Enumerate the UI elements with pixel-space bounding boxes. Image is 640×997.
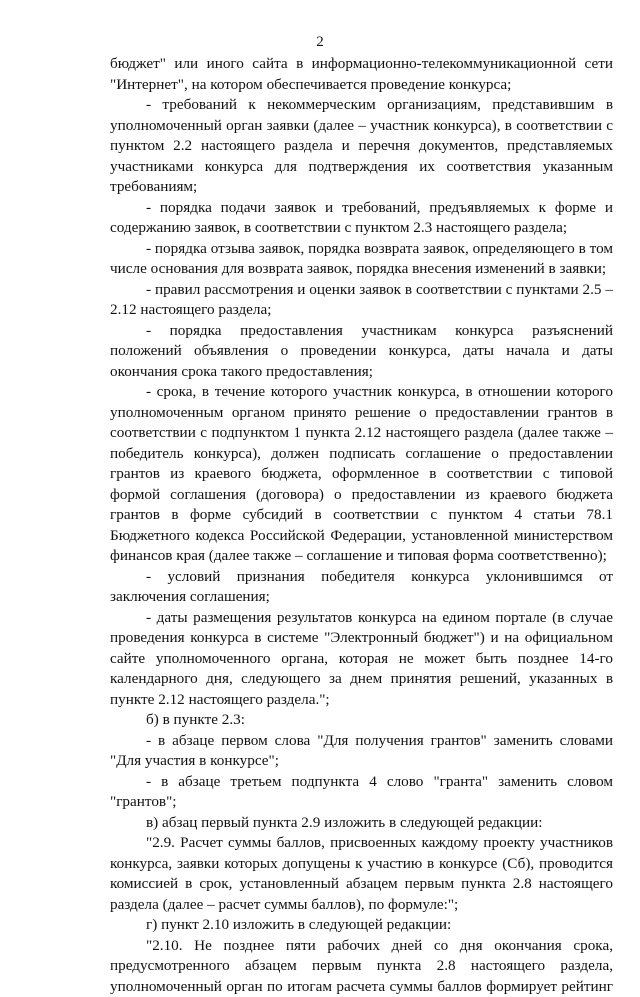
paragraph: - требований к некоммерческим организациям, представившим в уполномоченный орган заявки (далее – участник конкурса), в соответствии с пунктом 2.2 настоящего раздела и перечня документов, представляемых участниками конкурса для подтверждения их соответствия указанным требованиям; (110, 95, 613, 198)
paragraph: "2.9. Расчет суммы баллов, присвоенных каждому проекту участников конкурса, заявки которых допущены к участию в конкурсе (Сб), проводится комиссией в срок, установленный абзацем первым пункта 2.8 настоящего раздела (далее – расчет суммы баллов), по формуле:"; (110, 833, 613, 915)
paragraph: - срока, в течение которого участник конкурса, в отношении которого уполномоченным органом принято решение о предоставлении грантов в соответствии с подпунктом 1 пункта 2.12 настоящего раздела (далее также – победитель конкурса), должен подписать соглашение о предоставлении грантов из краевого бюджета, оформленное в соответствии с типовой формой соглашения (договора) о предоставлении из краевого бюджета грантов в форме субсидий в соответствии с пунктом 4 статьи 78.1 Бюджетного кодекса Российской Федерации, установленной министерством финансов края (далее также – соглашение и типовая форма соответственно); (110, 382, 613, 567)
page-number: 2 (0, 33, 640, 51)
paragraph: б) в пункте 2.3: (110, 710, 613, 731)
paragraph: г) пункт 2.10 изложить в следующей редакции: (110, 915, 613, 936)
paragraph: бюджет" или иного сайта в информационно-телекоммуникационной сети "Интернет", на котором обеспечивается проведение конкурса; (110, 54, 613, 95)
paragraph: - даты размещения результатов конкурса на едином портале (в случае проведения конкурса в системе "Электронный бюджет") и на официальном сайте уполномоченного органа, которая не может быть позднее 14-го календарного дня, следующего за днем принятия решений, указанных в пункте 2.12 настоящего раздела."; (110, 608, 613, 711)
paragraph: в) абзац первый пункта 2.9 изложить в следующей редакции: (110, 813, 613, 834)
paragraph: "2.10. Не позднее пяти рабочих дней со дня окончания срока, предусмотренного абзацем первым пункта 2.8 настоящего раздела, уполномоченный орган по итогам расчета суммы баллов формирует рейтинг (110, 936, 613, 997)
paragraph: - в абзаце третьем подпункта 4 слово "гранта" заменить словом "грантов"; (110, 772, 613, 813)
paragraph: - порядка предоставления участникам конкурса разъяснений положений объявления о проведении конкурса, даты начала и даты окончания срока такого предоставления; (110, 321, 613, 383)
paragraph: - в абзаце первом слова "Для получения грантов" заменить словами "Для участия в конкурсе"; (110, 731, 613, 772)
paragraph: - порядка отзыва заявок, порядка возврата заявок, определяющего в том числе основания для возврата заявок, порядка внесения изменений в заявки; (110, 239, 613, 280)
paragraph: заключения соглашения; (110, 587, 613, 608)
paragraph: - правил рассмотрения и оценки заявок в соответствии с пунктами 2.5 – 2.12 настоящего раздела; (110, 280, 613, 321)
paragraph: - условий признания победителя конкурса уклонившимся от (110, 567, 613, 588)
document-body (110, 54, 613, 997)
paragraph: - порядка подачи заявок и требований, предъявляемых к форме и содержанию заявок, в соответствии с пунктом 2.3 настоящего раздела; (110, 198, 613, 239)
